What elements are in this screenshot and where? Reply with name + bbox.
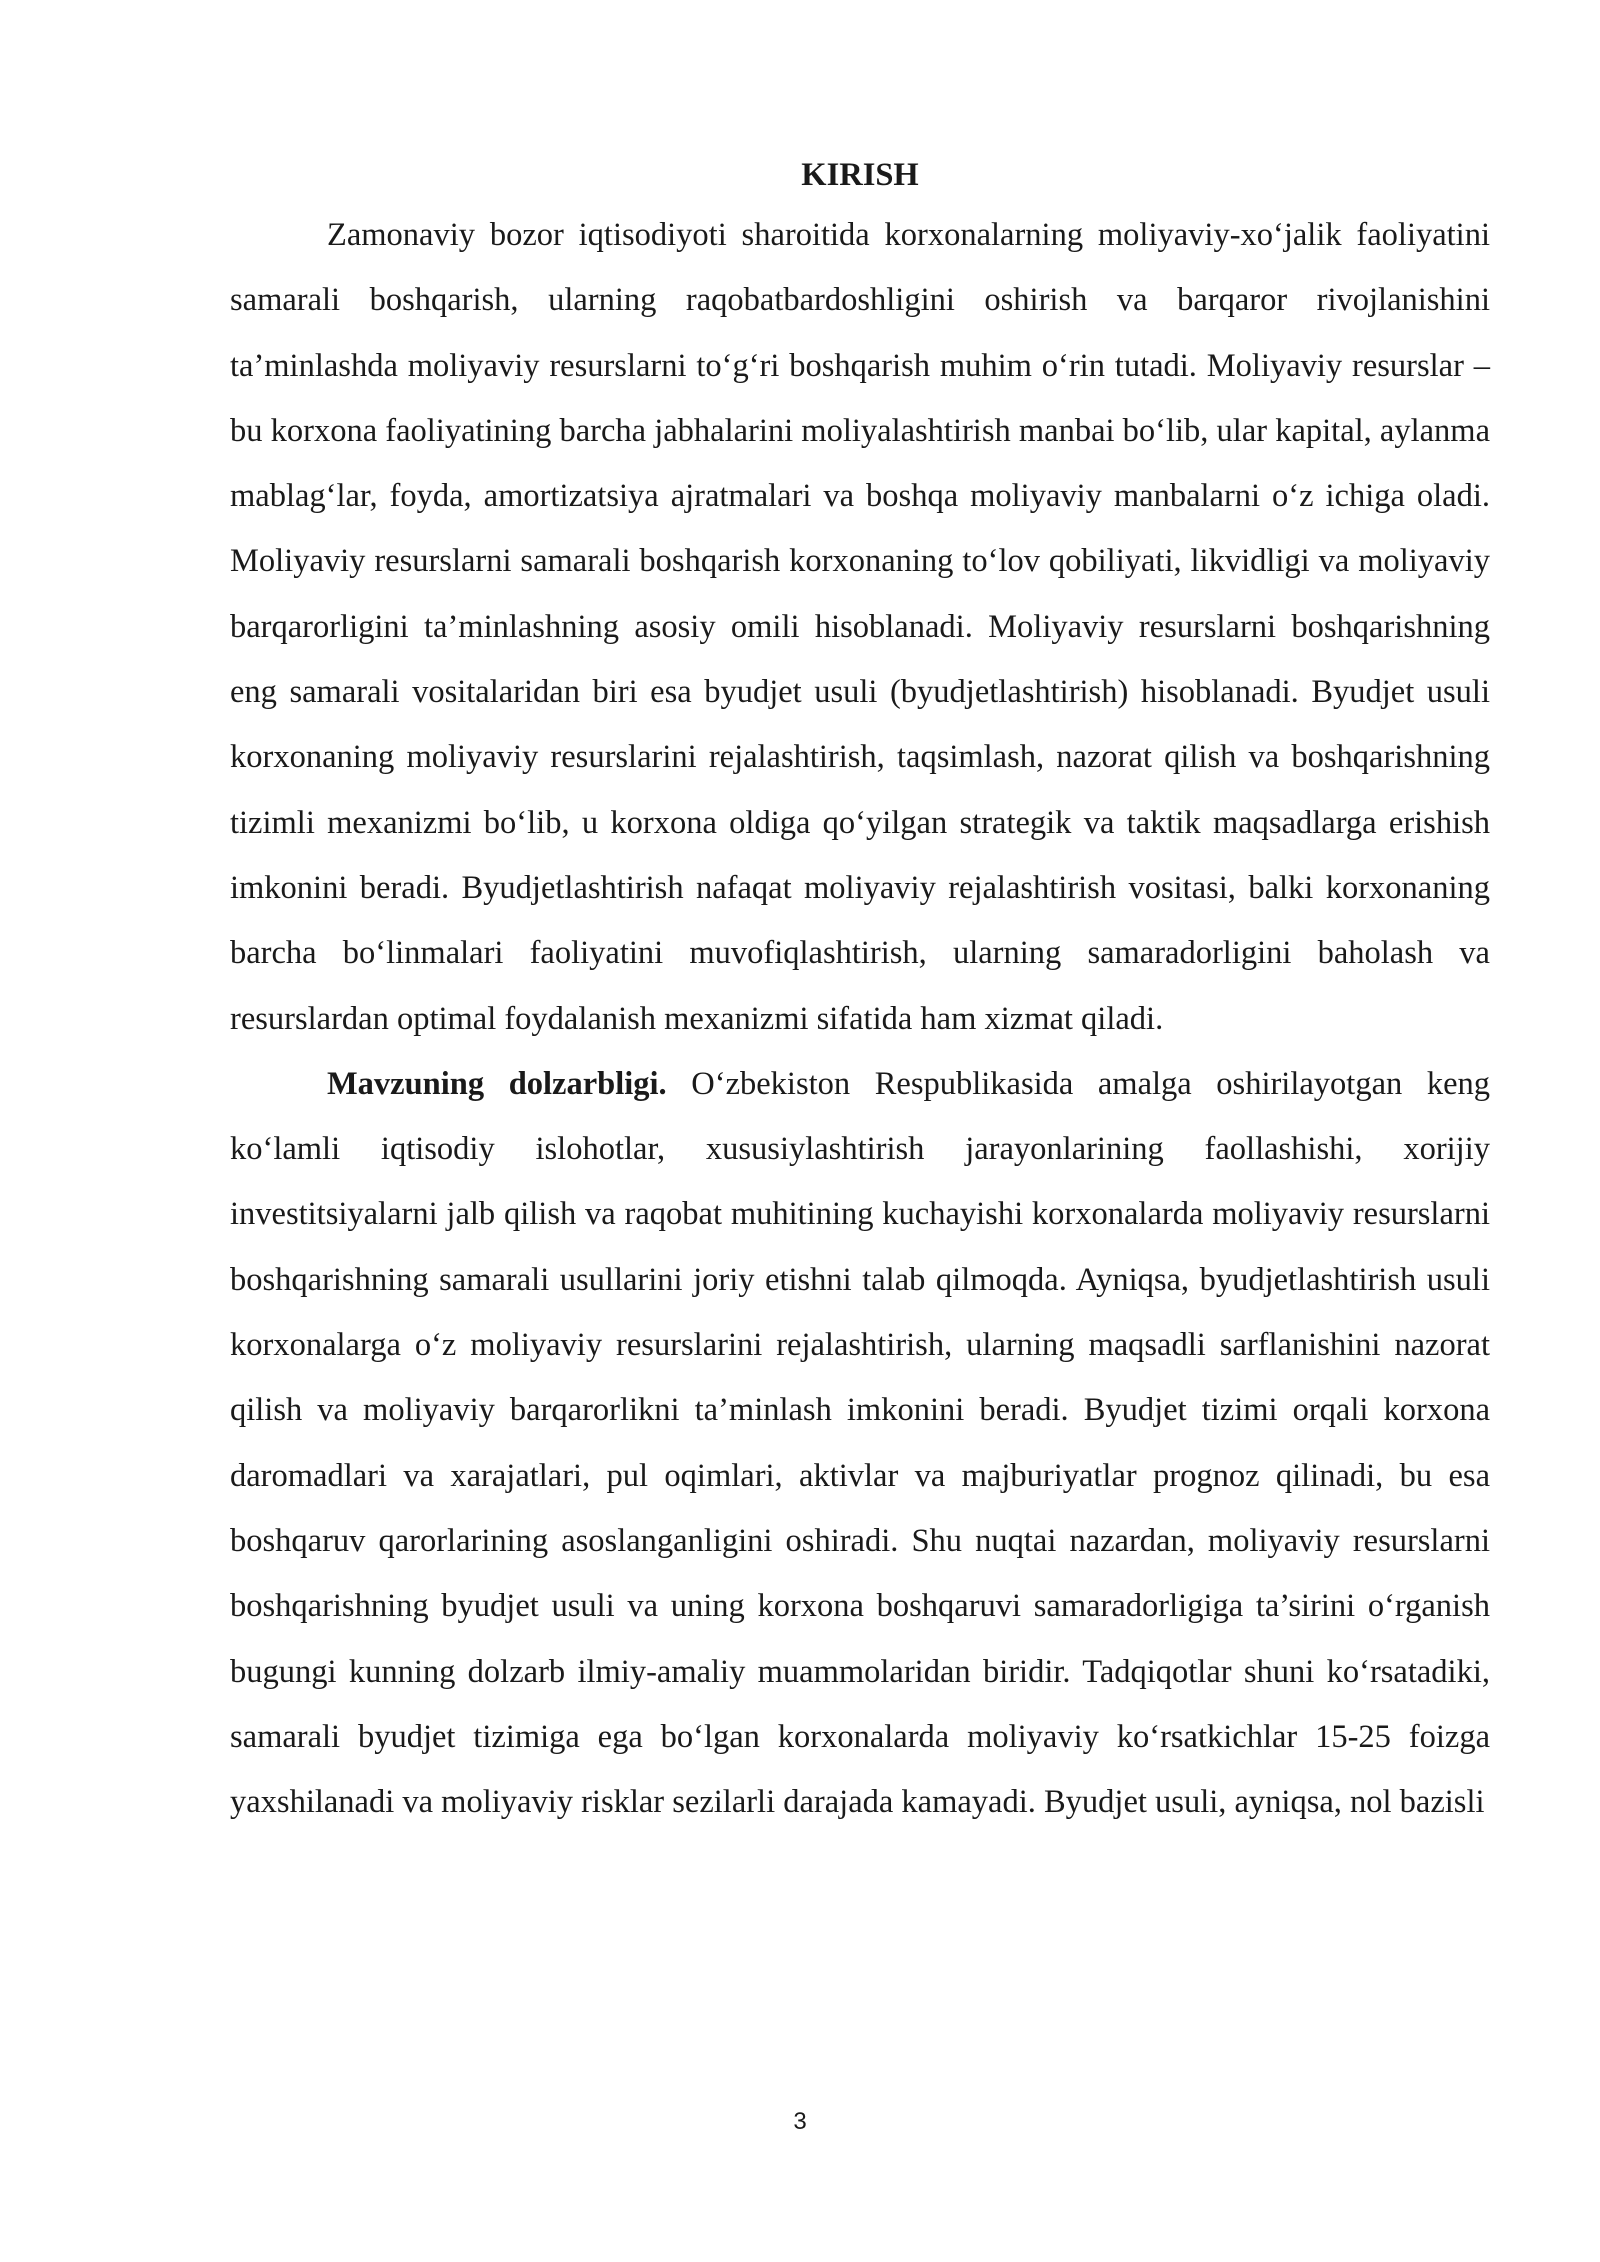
paragraph-relevance	[230, 1052, 1490, 1836]
page-number: 3	[793, 2108, 807, 2135]
paragraph-relevance-body: O‘zbekiston Respublikasida amalga oshirilayotgan keng ko‘lamli iqtisodiy islohotlar, xususiylashtirish jarayonlarining faollashishi, xorijiy investitsiyalarni jalb qilish va raqobat muhitining kuchayishi korxonalarda moliyaviy resurslarni boshqarishning samarali usullarini joriy etishni talab qilmoqda. Ayniqsa, byudjetlashtirish usuli korxonalarga o‘z moliyaviy resurslarini rejalashtirish, ularning maqsadli sarflanishini nazorat qilish va moliyaviy barqarorlikni ta’minlash imkonini beradi. Byudjet tizimi orqali korxona daromadlari va xarajatlari, pul oqimlari, aktivlar va majburiyatlar prognoz qilinadi, bu esa boshqaruv qarorlarining asoslanganligini oshiradi. Shu nuqtai nazardan, moliyaviy resurslarni boshqarishning byudjet usuli va uning korxona boshqaruvi samaradorligiga ta’sirini o‘rganish bugungi kunning dolzarb ilmiy-amaliy muammolaridan biridir. Tadqiqotlar shuni ko‘rsatadiki, samarali byudjet tizimiga ega bo‘lgan korxonalarda moliyaviy ko‘rsatkichlar 15-25 foizga yaxshilanadi va moliyaviy risklar sezilarli darajada kamayadi. Byudjet usuli, ayniqsa, nol bazisli	[230, 1065, 1490, 1821]
paragraph-introduction: Zamonaviy bozor iqtisodiyoti sharoitida korxonalarning moliyaviy-xo‘jalik faoliyatini samarali boshqarish, ularning raqobatbardoshligini oshirish va barqaror rivojlanishini ta’minlashda moliyaviy resurslarni to‘g‘ri boshqarish muhim o‘rin tutadi. Moliyaviy resurslar – bu korxona faoliyatining barcha jabhalarini moliyalashtirish manbai bo‘lib, ular kapital, aylanma mablag‘lar, foyda, amortizatsiya ajratmalari va boshqa moliyaviy manbalarni o‘z ichiga oladi. Moliyaviy resurslarni samarali boshqarish korxonaning to‘lov qobiliyati, likvidligi va moliyaviy barqarorligini ta’minlashning asosiy omili hisoblanadi. Moliyaviy resurslarni boshqarishning eng samarali vositalaridan biri esa byudjet usuli (byudjetlashtirish) hisoblanadi. Byudjet usuli korxonaning moliyaviy resurslarini rejalashtirish, taqsimlash, nazorat qilish va boshqarishning tizimli mexanizmi bo‘lib, u korxona oldiga qo‘yilgan strategik va taktik maqsadlarga erishish imkonini beradi. Byudjetlashtirish nafaqat moliyaviy rejalashtirish vositasi, balki korxonaning barcha bo‘linmalari faoliyatini muvofiqlashtirish, ularning samaradorligini baholash va resurslardan optimal foydalanish mexanizmi sifatida ham xizmat qiladi.	[230, 217, 1490, 1037]
page-body	[230, 148, 1490, 1835]
section-heading: KIRISH	[801, 157, 919, 193]
paragraph-lead-in: Mavzuning dolzarbligi.	[327, 1065, 667, 1102]
